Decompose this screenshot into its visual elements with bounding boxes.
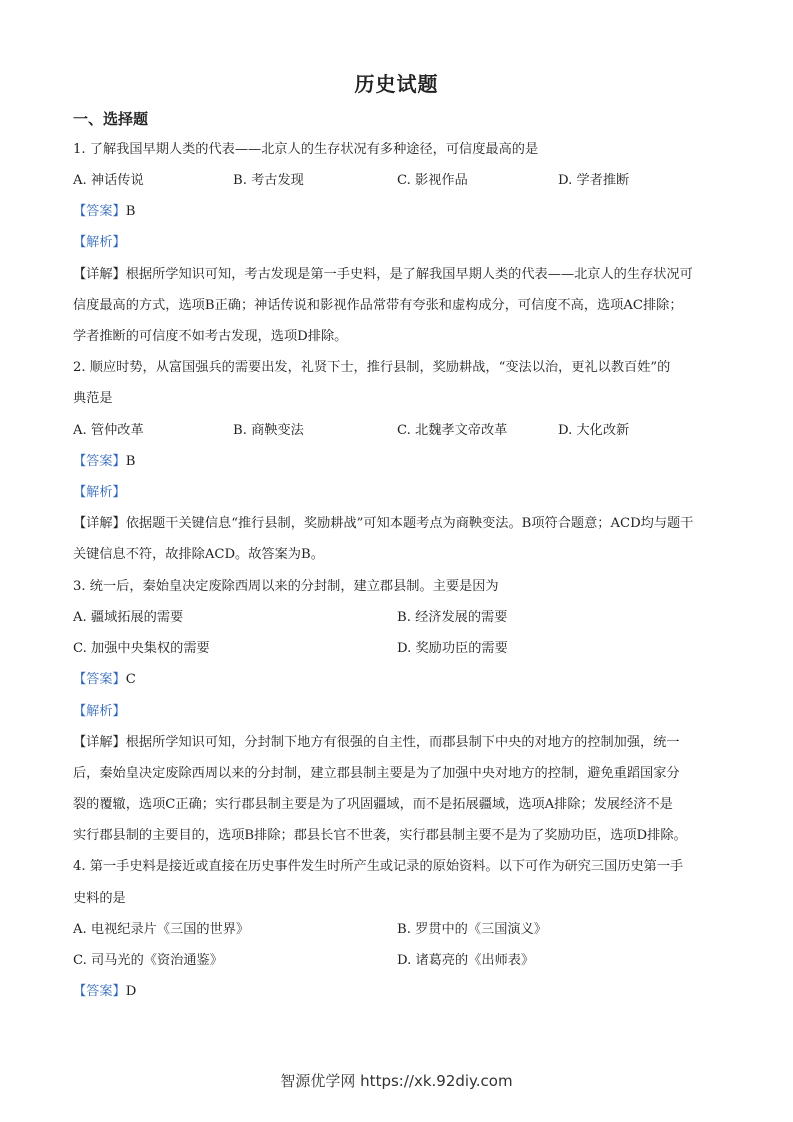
q3-detail-line: 【详解】根据所学知识可知，分封制下地方有很强的自主性，而郡县制下中央的对地方的控制加强，统一: [73, 735, 680, 750]
q3-detail-line: 实行郡县制的主要目的，选项B排除；郡县长官不世袭，实行郡县制主要不是为了奖励功臣，选项D排除。: [73, 828, 687, 843]
q2-option-b: B. 商鞅变法: [233, 423, 304, 438]
question-1-stem: 1. 了解我国早期人类的代表——北京人的生存状况有多种途径，可信度最高的是: [73, 142, 539, 157]
q3-analysis-label: 【解析】: [73, 704, 126, 719]
q1-answer: [73, 202, 723, 222]
q2-option-a: A. 管仲改革: [73, 423, 144, 438]
answer-value: B: [125, 454, 136, 469]
answer-label: 【答案】: [73, 984, 126, 999]
q3-detail-line: 后，秦始皇决定废除西周以来的分封制，建立郡县制主要是为了加强中央对地方的控制，避免重蹈国家分: [73, 766, 680, 781]
answer-value: C: [125, 672, 136, 687]
question-3-stem: 3. 统一后，秦始皇决定废除西周以来的分封制，建立郡县制。主要是因为: [73, 579, 499, 594]
q1-option-c: C. 影视作品: [397, 173, 468, 188]
q2-detail-line: 关键信息不符，故排除ACD。故答案为B。: [73, 547, 324, 562]
answer-label: 【答案】: [73, 454, 126, 469]
question-2-stem: 2. 顺应时势，从富国强兵的需要出发，礼贤下士，推行县制，奖励耕战，“变法以治，更礼以教百姓”的: [73, 360, 671, 375]
q4-option-d: D. 诸葛亮的《出师表》: [397, 953, 535, 968]
q1-option-a: A. 神话传说: [73, 173, 144, 188]
q1-detail-line: 【详解】根据所学知识可知，考古发现是第一手史料，是了解我国早期人类的代表——北京人的生存状况可: [73, 267, 693, 282]
q1-detail-line: 学者推断的可信度不如考古发现，选项D排除。: [73, 329, 348, 344]
q1-analysis-label: 【解析】: [73, 235, 126, 250]
q3-option-b: B. 经济发展的需要: [397, 610, 508, 625]
question-2-stem-cont: 典范是: [73, 391, 113, 406]
q3-option-c: C. 加强中央集权的需要: [73, 641, 210, 656]
question-4-stem-cont: 史料的是: [73, 891, 126, 906]
q1-detail-line: 信度最高的方式，选项B正确；神话传说和影视作品常带有夸张和虚构成分，可信度不高，选项AC排除；: [73, 298, 683, 313]
q2-option-d: D. 大化改新: [558, 423, 630, 438]
q2-detail-line: 【详解】依据题干关键信息“推行县制，奖励耕战”可知本题考点为商鞅变法。B项符合题意；ACD均与题干: [73, 516, 694, 531]
q4-option-b: B. 罗贯中的《三国演义》: [397, 922, 547, 937]
q1-option-d: D. 学者推断: [558, 173, 630, 188]
answer-label: 【答案】: [73, 672, 126, 687]
q4-option-c: C. 司马光的《资治通鉴》: [73, 953, 223, 968]
page-title: 历史试题: [354, 72, 439, 96]
q3-option-a: A. 疆域拓展的需要: [73, 610, 184, 625]
q2-analysis-label: 【解析】: [73, 485, 126, 500]
q4-answer: [73, 982, 723, 1002]
q2-option-c: C. 北魏孝文帝改革: [397, 423, 508, 438]
section-heading: 一、选择题: [73, 110, 149, 128]
q3-detail-line: 裂的覆辙，选项C正确；实行郡县制主要是为了巩固疆域，而不是拓展疆域，选项A排除；发展经济不是: [73, 797, 673, 812]
q3-answer: [73, 670, 723, 690]
answer-label: 【答案】: [73, 204, 126, 219]
footer-watermark: 智源优学网 https://xk.92diy.com: [280, 1072, 513, 1090]
answer-value: D: [125, 984, 137, 999]
q1-option-b: B. 考古发现: [233, 173, 304, 188]
answer-value: B: [125, 204, 136, 219]
q4-option-a: A. 电视纪录片《三国的世界》: [73, 922, 250, 937]
q2-answer: [73, 452, 723, 472]
question-4-stem: 4. 第一手史料是接近或直接在历史事件发生时所产生或记录的原始资料。以下可作为研究三国历史第一手: [73, 859, 684, 874]
q3-option-d: D. 奖励功臣的需要: [397, 641, 508, 656]
